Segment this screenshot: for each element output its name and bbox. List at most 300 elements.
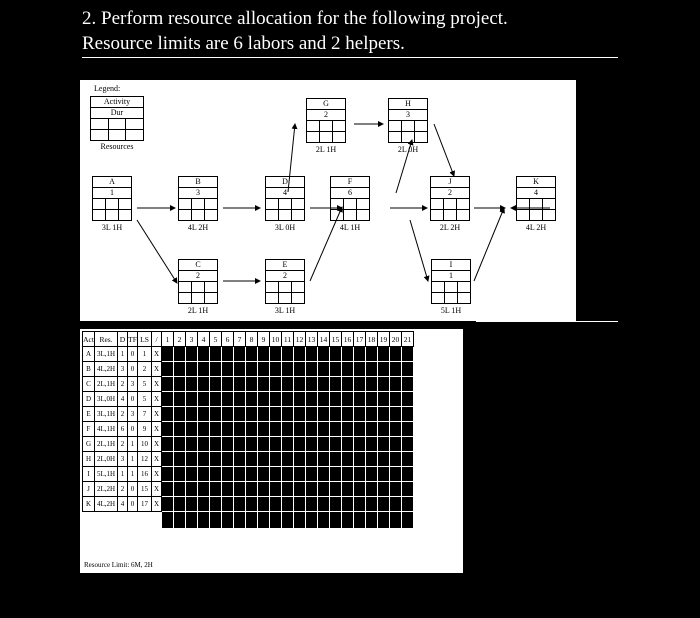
schedule-cell[interactable] <box>354 362 366 377</box>
schedule-cell[interactable] <box>318 437 330 452</box>
schedule-cell[interactable] <box>258 467 270 482</box>
schedule-cell[interactable] <box>402 467 414 482</box>
schedule-cell[interactable] <box>198 512 210 529</box>
schedule-cell[interactable] <box>306 482 318 497</box>
schedule-cell[interactable] <box>354 422 366 437</box>
schedule-cell[interactable] <box>186 482 198 497</box>
schedule-cell[interactable] <box>234 482 246 497</box>
schedule-cell[interactable] <box>342 422 354 437</box>
schedule-cell[interactable] <box>174 452 186 467</box>
schedule-cell[interactable] <box>366 362 378 377</box>
table-cell: 5L,1H <box>95 467 118 482</box>
schedule-cell[interactable] <box>174 512 186 529</box>
schedule-cell[interactable] <box>306 377 318 392</box>
schedule-cell[interactable] <box>234 497 246 512</box>
schedule-cell[interactable] <box>258 347 270 362</box>
schedule-cell[interactable] <box>402 392 414 407</box>
schedule-cell[interactable] <box>270 377 282 392</box>
schedule-cell[interactable] <box>294 377 306 392</box>
schedule-cell[interactable] <box>390 467 402 482</box>
schedule-cell[interactable] <box>162 362 174 377</box>
schedule-cell[interactable] <box>402 377 414 392</box>
activity-resources: 2L 0H <box>397 145 419 154</box>
schedule-cell[interactable] <box>258 482 270 497</box>
activity-box <box>92 176 132 221</box>
schedule-cell[interactable] <box>294 437 306 452</box>
schedule-cell[interactable] <box>174 347 186 362</box>
schedule-cell[interactable] <box>306 467 318 482</box>
schedule-cell[interactable] <box>342 347 354 362</box>
schedule-cell[interactable] <box>354 347 366 362</box>
schedule-cell[interactable] <box>234 407 246 422</box>
schedule-cell[interactable] <box>354 467 366 482</box>
schedule-cell[interactable] <box>162 497 174 512</box>
schedule-cell[interactable] <box>282 452 294 467</box>
schedule-cell[interactable] <box>186 347 198 362</box>
schedule-cell[interactable] <box>318 392 330 407</box>
schedule-cell[interactable] <box>378 452 390 467</box>
activity-resources: 3L 1H <box>101 223 123 232</box>
schedule-cell[interactable] <box>330 512 342 529</box>
schedule-cell[interactable] <box>186 407 198 422</box>
schedule-cell[interactable] <box>222 512 234 529</box>
schedule-cell[interactable] <box>330 452 342 467</box>
schedule-cell[interactable] <box>270 422 282 437</box>
table-cell: 4 <box>118 392 128 407</box>
schedule-cell[interactable] <box>306 497 318 512</box>
schedule-cell[interactable] <box>318 512 330 529</box>
schedule-cell[interactable] <box>186 422 198 437</box>
schedule-cell[interactable] <box>342 362 354 377</box>
schedule-cell[interactable] <box>198 392 210 407</box>
schedule-cell[interactable] <box>258 452 270 467</box>
schedule-cell[interactable] <box>390 512 402 529</box>
schedule-cell[interactable] <box>330 392 342 407</box>
table-cell: 0 <box>128 362 138 377</box>
question-line-2: Resource limits are 6 labors and 2 helpers. <box>82 33 405 54</box>
schedule-cell[interactable] <box>174 482 186 497</box>
schedule-cell[interactable] <box>390 437 402 452</box>
schedule-cell[interactable] <box>210 452 222 467</box>
schedule-cell[interactable] <box>330 347 342 362</box>
table-row <box>83 392 414 407</box>
schedule-cell[interactable] <box>342 437 354 452</box>
schedule-cell[interactable] <box>222 452 234 467</box>
schedule-cell[interactable] <box>318 362 330 377</box>
table-row <box>83 377 414 392</box>
schedule-cell[interactable] <box>234 392 246 407</box>
schedule-cell[interactable] <box>198 437 210 452</box>
schedule-cell[interactable] <box>162 422 174 437</box>
schedule-cell[interactable] <box>402 482 414 497</box>
table-row <box>83 407 414 422</box>
schedule-cell[interactable] <box>174 497 186 512</box>
schedule-cell[interactable] <box>210 512 222 529</box>
schedule-cell[interactable] <box>366 497 378 512</box>
schedule-cell[interactable] <box>162 452 174 467</box>
schedule-cell[interactable] <box>378 422 390 437</box>
schedule-cell[interactable] <box>306 437 318 452</box>
schedule-cell[interactable] <box>330 497 342 512</box>
schedule-cell[interactable] <box>294 392 306 407</box>
schedule-cell[interactable] <box>198 377 210 392</box>
schedule-cell[interactable] <box>234 347 246 362</box>
schedule-cell[interactable] <box>270 482 282 497</box>
schedule-cell[interactable] <box>234 467 246 482</box>
schedule-cell[interactable] <box>378 512 390 529</box>
schedule-cell[interactable] <box>186 437 198 452</box>
table-cell: X <box>152 392 162 407</box>
schedule-cell[interactable] <box>174 377 186 392</box>
schedule-cell[interactable] <box>210 347 222 362</box>
schedule-cell[interactable] <box>174 467 186 482</box>
table-cell: 4L,1H <box>95 422 118 437</box>
schedule-cell[interactable] <box>354 407 366 422</box>
schedule-cell[interactable] <box>258 422 270 437</box>
schedule-cell[interactable] <box>378 467 390 482</box>
schedule-cell[interactable] <box>282 362 294 377</box>
schedule-cell[interactable] <box>234 362 246 377</box>
schedule-cell[interactable] <box>210 437 222 452</box>
schedule-cell[interactable] <box>282 392 294 407</box>
table-cell: A <box>83 347 95 362</box>
schedule-cell[interactable] <box>378 347 390 362</box>
schedule-cell[interactable] <box>330 422 342 437</box>
schedule-cell[interactable] <box>294 407 306 422</box>
schedule-cell[interactable] <box>354 437 366 452</box>
schedule-cell[interactable] <box>222 422 234 437</box>
schedule-cell[interactable] <box>222 482 234 497</box>
schedule-cell[interactable] <box>342 407 354 422</box>
schedule-cell[interactable] <box>354 377 366 392</box>
schedule-cell[interactable] <box>330 407 342 422</box>
table-cell: 4L,2H <box>95 362 118 377</box>
column-header: LS <box>138 332 152 347</box>
day-header: 20 <box>390 332 402 347</box>
schedule-cell[interactable] <box>366 452 378 467</box>
schedule-cell[interactable] <box>186 497 198 512</box>
schedule-cell[interactable] <box>198 347 210 362</box>
schedule-cell[interactable] <box>210 497 222 512</box>
activity-node-f <box>330 176 370 232</box>
schedule-cell[interactable] <box>258 437 270 452</box>
schedule-cell[interactable] <box>198 362 210 377</box>
schedule-cell[interactable] <box>354 482 366 497</box>
schedule-cell[interactable] <box>282 497 294 512</box>
schedule-cell[interactable] <box>162 467 174 482</box>
schedule-cell[interactable] <box>402 512 414 529</box>
schedule-cell[interactable] <box>342 512 354 529</box>
table-cell: X <box>152 377 162 392</box>
schedule-cell[interactable] <box>222 497 234 512</box>
schedule-cell[interactable] <box>222 437 234 452</box>
activity-split <box>266 199 304 210</box>
schedule-cell[interactable] <box>270 392 282 407</box>
activity-node-g <box>306 98 346 154</box>
activity-duration: 1 <box>93 188 131 199</box>
schedule-cell[interactable] <box>390 392 402 407</box>
schedule-cell[interactable] <box>354 392 366 407</box>
schedule-cell[interactable] <box>186 362 198 377</box>
schedule-cell[interactable] <box>378 362 390 377</box>
schedule-cell[interactable] <box>294 482 306 497</box>
table-row <box>83 437 414 452</box>
schedule-cell[interactable] <box>390 482 402 497</box>
schedule-cell[interactable] <box>390 422 402 437</box>
schedule-cell[interactable] <box>366 347 378 362</box>
schedule-cell[interactable] <box>258 512 270 529</box>
schedule-cell[interactable] <box>366 467 378 482</box>
activity-node-k <box>516 176 556 232</box>
schedule-cell[interactable] <box>174 437 186 452</box>
schedule-cell[interactable] <box>282 437 294 452</box>
schedule-cell[interactable] <box>318 347 330 362</box>
schedule-cell[interactable] <box>306 512 318 529</box>
schedule-cell[interactable] <box>354 452 366 467</box>
schedule-cell[interactable] <box>222 407 234 422</box>
schedule-cell[interactable] <box>390 452 402 467</box>
resource-limit: Resource Limit: 6M, 2H <box>84 561 153 569</box>
schedule-cell[interactable] <box>246 452 258 467</box>
table-cell: 4 <box>118 497 128 512</box>
activity-box <box>178 259 218 304</box>
schedule-cell[interactable] <box>270 467 282 482</box>
activity-split <box>179 293 217 303</box>
schedule-cell[interactable] <box>366 512 378 529</box>
schedule-cell[interactable] <box>402 422 414 437</box>
schedule-cell[interactable] <box>378 377 390 392</box>
schedule-cell[interactable] <box>258 362 270 377</box>
schedule-cell[interactable] <box>366 407 378 422</box>
schedule-cell[interactable] <box>162 347 174 362</box>
table-cell: 1 <box>118 467 128 482</box>
schedule-cell[interactable] <box>318 452 330 467</box>
schedule-cell[interactable] <box>162 482 174 497</box>
schedule-cell[interactable] <box>198 422 210 437</box>
schedule-cell[interactable] <box>330 437 342 452</box>
schedule-cell[interactable] <box>162 407 174 422</box>
schedule-cell[interactable] <box>390 407 402 422</box>
schedule-cell[interactable] <box>294 362 306 377</box>
schedule-cell[interactable] <box>306 407 318 422</box>
schedule-cell[interactable] <box>294 347 306 362</box>
day-header: 11 <box>282 332 294 347</box>
schedule-cell[interactable] <box>222 467 234 482</box>
activity-resources: 3L 0H <box>274 223 296 232</box>
schedule-cell[interactable] <box>222 362 234 377</box>
schedule-cell[interactable] <box>390 377 402 392</box>
schedule-cell[interactable] <box>174 407 186 422</box>
schedule-cell[interactable] <box>318 467 330 482</box>
schedule-cell[interactable] <box>354 497 366 512</box>
table-cell: G <box>83 437 95 452</box>
schedule-cell[interactable] <box>210 482 222 497</box>
column-header: Act <box>83 332 95 347</box>
schedule-cell[interactable] <box>294 512 306 529</box>
schedule-cell[interactable] <box>270 437 282 452</box>
schedule-cell[interactable] <box>198 407 210 422</box>
schedule-cell[interactable] <box>222 377 234 392</box>
schedule-cell[interactable] <box>162 437 174 452</box>
schedule-cell[interactable] <box>198 497 210 512</box>
schedule-cell[interactable] <box>258 497 270 512</box>
schedule-cell[interactable] <box>402 407 414 422</box>
schedule-cell[interactable] <box>198 467 210 482</box>
schedule-cell[interactable] <box>234 437 246 452</box>
schedule-cell[interactable] <box>222 392 234 407</box>
schedule-cell[interactable] <box>210 362 222 377</box>
schedule-cell[interactable] <box>366 422 378 437</box>
table-cell: 2L,1H <box>95 377 118 392</box>
schedule-cell[interactable] <box>354 512 366 529</box>
schedule-cell[interactable] <box>246 422 258 437</box>
schedule-cell[interactable] <box>306 422 318 437</box>
schedule-cell[interactable] <box>198 452 210 467</box>
schedule-cell[interactable] <box>330 377 342 392</box>
schedule-cell[interactable] <box>246 497 258 512</box>
schedule-cell[interactable] <box>270 512 282 529</box>
schedule-cell[interactable] <box>210 467 222 482</box>
schedule-cell[interactable] <box>294 497 306 512</box>
schedule-cell[interactable] <box>186 392 198 407</box>
schedule-cell[interactable] <box>162 377 174 392</box>
schedule-cell[interactable] <box>318 482 330 497</box>
schedule-cell[interactable] <box>186 452 198 467</box>
schedule-cell[interactable] <box>234 377 246 392</box>
schedule-cell[interactable] <box>162 392 174 407</box>
table-cell: 5 <box>138 392 152 407</box>
schedule-cell[interactable] <box>222 347 234 362</box>
schedule-cell[interactable] <box>342 452 354 467</box>
schedule-cell[interactable] <box>198 482 210 497</box>
schedule-cell[interactable] <box>174 392 186 407</box>
schedule-cell[interactable] <box>246 482 258 497</box>
schedule-cell[interactable] <box>282 512 294 529</box>
schedule-cell[interactable] <box>186 377 198 392</box>
schedule-cell[interactable] <box>318 377 330 392</box>
schedule-cell[interactable] <box>306 392 318 407</box>
schedule-cell[interactable] <box>234 452 246 467</box>
schedule-cell[interactable] <box>258 407 270 422</box>
table-cell: X <box>152 407 162 422</box>
schedule-cell[interactable] <box>270 497 282 512</box>
schedule-cell[interactable] <box>402 362 414 377</box>
schedule-cell[interactable] <box>402 437 414 452</box>
schedule-cell[interactable] <box>210 392 222 407</box>
table-cell: X <box>152 347 162 362</box>
schedule-cell[interactable] <box>318 407 330 422</box>
schedule-cell[interactable] <box>402 452 414 467</box>
schedule-cell[interactable] <box>342 377 354 392</box>
schedule-cell[interactable] <box>174 362 186 377</box>
schedule-cell[interactable] <box>366 392 378 407</box>
schedule-cell[interactable] <box>402 347 414 362</box>
schedule-cell[interactable] <box>306 452 318 467</box>
schedule-cell[interactable] <box>162 512 174 529</box>
table-cell: E <box>83 407 95 422</box>
schedule-cell[interactable] <box>306 362 318 377</box>
schedule-cell[interactable] <box>342 482 354 497</box>
schedule-cell[interactable] <box>234 422 246 437</box>
schedule-cell[interactable] <box>258 377 270 392</box>
schedule-cell[interactable] <box>390 347 402 362</box>
schedule-cell[interactable] <box>234 512 246 529</box>
activity-duration: 2 <box>266 271 304 282</box>
schedule-cell[interactable] <box>186 512 198 529</box>
schedule-cell[interactable] <box>270 452 282 467</box>
schedule-cell[interactable] <box>282 377 294 392</box>
schedule-cell[interactable] <box>294 467 306 482</box>
schedule-cell[interactable] <box>342 497 354 512</box>
activity-resources: 4L 1H <box>339 223 361 232</box>
schedule-cell[interactable] <box>210 407 222 422</box>
schedule-cell[interactable] <box>294 422 306 437</box>
schedule-cell[interactable] <box>246 392 258 407</box>
schedule-cell[interactable] <box>366 482 378 497</box>
schedule-cell[interactable] <box>306 347 318 362</box>
schedule-cell[interactable] <box>378 407 390 422</box>
schedule-cell[interactable] <box>270 407 282 422</box>
schedule-cell[interactable] <box>246 407 258 422</box>
schedule-cell[interactable] <box>378 392 390 407</box>
schedule-cell[interactable] <box>366 437 378 452</box>
schedule-cell[interactable] <box>282 347 294 362</box>
schedule-cell[interactable] <box>282 407 294 422</box>
schedule-cell[interactable] <box>294 452 306 467</box>
schedule-cell[interactable] <box>246 377 258 392</box>
schedule-cell[interactable] <box>186 467 198 482</box>
table-cell: 0 <box>128 347 138 362</box>
schedule-cell[interactable] <box>342 467 354 482</box>
resource-table-panel <box>80 329 463 573</box>
table-cell: 1 <box>128 467 138 482</box>
schedule-cell[interactable] <box>246 347 258 362</box>
schedule-cell[interactable] <box>402 497 414 512</box>
schedule-cell[interactable] <box>246 362 258 377</box>
activity-node-c <box>178 259 218 315</box>
schedule-cell[interactable] <box>246 437 258 452</box>
schedule-cell[interactable] <box>318 422 330 437</box>
day-header: 21 <box>402 332 414 347</box>
activity-split <box>179 199 217 210</box>
schedule-cell[interactable] <box>210 377 222 392</box>
schedule-cell[interactable] <box>378 497 390 512</box>
schedule-cell[interactable] <box>378 482 390 497</box>
schedule-cell[interactable] <box>330 362 342 377</box>
schedule-cell[interactable] <box>378 437 390 452</box>
schedule-cell[interactable] <box>270 362 282 377</box>
schedule-cell[interactable] <box>342 392 354 407</box>
schedule-cell[interactable] <box>258 392 270 407</box>
schedule-cell[interactable] <box>282 422 294 437</box>
schedule-cell[interactable] <box>330 467 342 482</box>
schedule-cell[interactable] <box>246 512 258 529</box>
activity-name: H <box>389 99 427 110</box>
schedule-cell[interactable] <box>318 497 330 512</box>
schedule-cell[interactable] <box>366 377 378 392</box>
schedule-cell[interactable] <box>174 422 186 437</box>
schedule-cell[interactable] <box>210 422 222 437</box>
activity-name: C <box>179 260 217 271</box>
schedule-cell[interactable] <box>282 482 294 497</box>
schedule-cell[interactable] <box>246 467 258 482</box>
schedule-cell[interactable] <box>390 497 402 512</box>
schedule-cell[interactable] <box>270 347 282 362</box>
activity-split <box>331 210 369 220</box>
schedule-cell[interactable] <box>330 482 342 497</box>
schedule-cell[interactable] <box>282 467 294 482</box>
schedule-cell[interactable] <box>390 362 402 377</box>
